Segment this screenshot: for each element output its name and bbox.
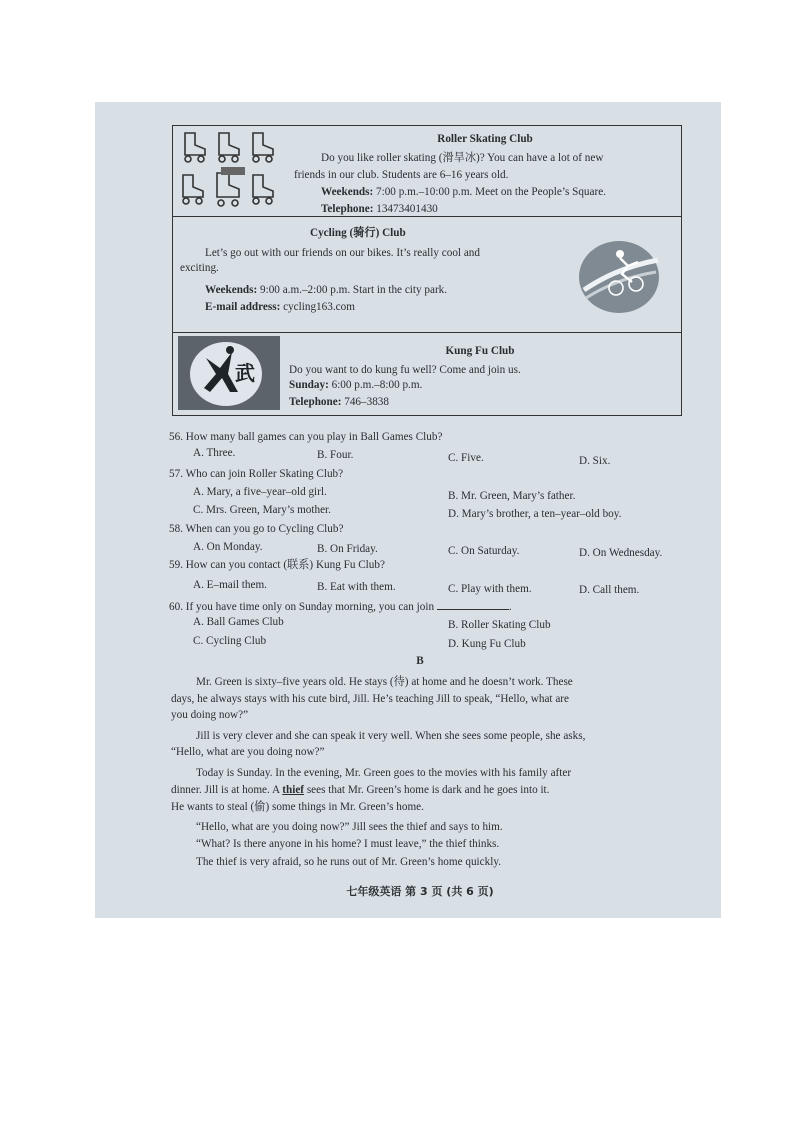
- kungfu-telephone-label: Telephone:: [289, 396, 342, 408]
- cycling-weekends-label: Weekends:: [205, 284, 258, 296]
- passage-line-7-rest: sees that Mr. Green’s home is dark and he goes into it.: [306, 784, 550, 796]
- underlined-word-thief: thief: [282, 784, 305, 796]
- passage-line-3: you doing now?”: [171, 709, 249, 721]
- q57-option-b: B. Mr. Green, Mary’s father.: [448, 490, 576, 502]
- q58-option-d: D. On Wednesday.: [579, 547, 663, 559]
- passage-line-6: Today is Sunday. In the evening, Mr. Green goes to the movies with his family after: [196, 767, 572, 779]
- q60-stem-text: 60. If you have time only on Sunday morning, you can join: [169, 601, 435, 613]
- kungfu-telephone-value: 746–3838: [344, 396, 389, 408]
- q56-option-c: C. Five.: [448, 452, 484, 464]
- roller-weekends-value: 7:00 p.m.–10:00 p.m. Meet on the People’s Square.: [376, 186, 606, 198]
- q58-option-b: B. On Friday.: [317, 543, 378, 555]
- passage-line-8: He wants to steal (偷) some things in Mr. Green’s home.: [171, 801, 424, 813]
- passage-line-4: Jill is very clever and she can speak it very well. When she sees some people, she asks,: [196, 730, 586, 742]
- roller-telephone-value: 13473401430: [376, 203, 438, 215]
- passage-line-7-prefix: dinner. Jill is at home. A: [171, 784, 280, 796]
- passage-line-2: days, he always stays with his cute bird, Jill. He’s teaching Jill to speak, “Hello, what are: [171, 693, 569, 705]
- page-footer: 七年级英语 第 3 页 (共 6 页): [346, 885, 494, 898]
- cycling-weekends-value: 9:00 a.m.–2:00 p.m. Start in the city park.: [260, 284, 448, 296]
- kungfu-line-1: Do you want to do kung fu well? Come and join us.: [289, 364, 521, 376]
- q58-option-c: C. On Saturday.: [448, 545, 520, 557]
- cycling-weekends: [205, 283, 447, 297]
- roller-line-2: friends in our club. Students are 6–16 years old.: [294, 169, 509, 181]
- question-56-stem: 56. How many ball games can you play in Ball Games Club?: [169, 431, 443, 443]
- q59-option-d: D. Call them.: [579, 584, 640, 596]
- question-60-stem: 60. If you have time only on Sunday morning, you can join .: [169, 601, 512, 613]
- clubs-divider-2: [172, 332, 682, 333]
- roller-telephone-label: Telephone:: [321, 203, 374, 215]
- question-59-stem: 59. How can you contact (联系) Kung Fu Club?: [169, 559, 385, 571]
- q60-option-c: C. Cycling Club: [193, 635, 267, 647]
- q57-option-a: A. Mary, a five–year–old girl.: [193, 486, 327, 498]
- q60-option-b: B. Roller Skating Club: [448, 619, 551, 631]
- q56-option-a: A. Three.: [193, 447, 236, 459]
- q59-option-c: C. Play with them.: [448, 583, 532, 595]
- kungfu-telephone: [289, 395, 389, 409]
- section-b-heading: B: [416, 655, 424, 667]
- q57-option-c: C. Mrs. Green, Mary’s mother.: [193, 504, 331, 516]
- question-58-stem: 58. When can you go to Cycling Club?: [169, 523, 344, 535]
- roller-club-title: Roller Skating Club: [437, 133, 533, 145]
- kungfu-sunday-label: Sunday:: [289, 379, 329, 391]
- q57-option-d: D. Mary’s brother, a ten–year–old boy.: [448, 508, 622, 520]
- question-57-stem: 57. Who can join Roller Skating Club?: [169, 468, 344, 480]
- q60-option-a: A. Ball Games Club: [193, 616, 284, 628]
- cycling-email-value: cycling163.com: [283, 301, 355, 313]
- cycling-email-label: E-mail address:: [205, 301, 281, 313]
- scanned-page: [95, 102, 721, 918]
- q59-option-a: A. E–mail them.: [193, 579, 267, 591]
- roller-weekends: [321, 185, 606, 199]
- kungfu-sunday: [289, 378, 422, 392]
- kungfu-sunday-value: 6:00 p.m.–8:00 p.m.: [331, 379, 423, 391]
- q56-option-d: D. Six.: [579, 455, 611, 467]
- kungfu-club-title: Kung Fu Club: [445, 345, 515, 357]
- roller-weekends-label: Weekends:: [321, 186, 374, 198]
- q60-answer-blank[interactable]: [437, 599, 509, 610]
- passage-line-1: Mr. Green is sixty–five years old. He stays (待) at home and he doesn’t work. These: [196, 676, 573, 688]
- roller-line-1: Do you like roller skating (滑旱冰)? You can have a lot of new: [321, 152, 604, 164]
- passage-line-7: [171, 783, 549, 797]
- kungfu-logo-image: [178, 336, 280, 410]
- clubs-divider-1: [172, 216, 682, 217]
- cycling-line-1: Let’s go out with our friends on our bikes. It’s really cool and: [205, 247, 480, 259]
- passage-line-10: “What? Is there anyone in his home? I must leave,” the thief thinks.: [196, 838, 500, 850]
- q60-option-d: D. Kung Fu Club: [448, 638, 526, 650]
- q56-option-b: B. Four.: [317, 449, 354, 461]
- cycling-email: [205, 300, 355, 314]
- roller-telephone: [321, 202, 438, 216]
- q58-option-a: A. On Monday.: [193, 541, 263, 553]
- q59-option-b: B. Eat with them.: [317, 581, 396, 593]
- cycling-club-title: Cycling (骑行) Club: [310, 227, 406, 239]
- cyclist-logo-image: [576, 238, 662, 316]
- cycling-line-2: exciting.: [180, 262, 219, 274]
- roller-skates-image: [179, 129, 287, 213]
- passage-line-11: The thief is very afraid, so he runs out of Mr. Green’s home quickly.: [196, 856, 501, 868]
- kungfu-logo-char: 武: [235, 361, 255, 385]
- passage-line-5: “Hello, what are you doing now?”: [171, 746, 325, 758]
- passage-line-9: “Hello, what are you doing now?” Jill sees the thief and says to him.: [196, 821, 503, 833]
